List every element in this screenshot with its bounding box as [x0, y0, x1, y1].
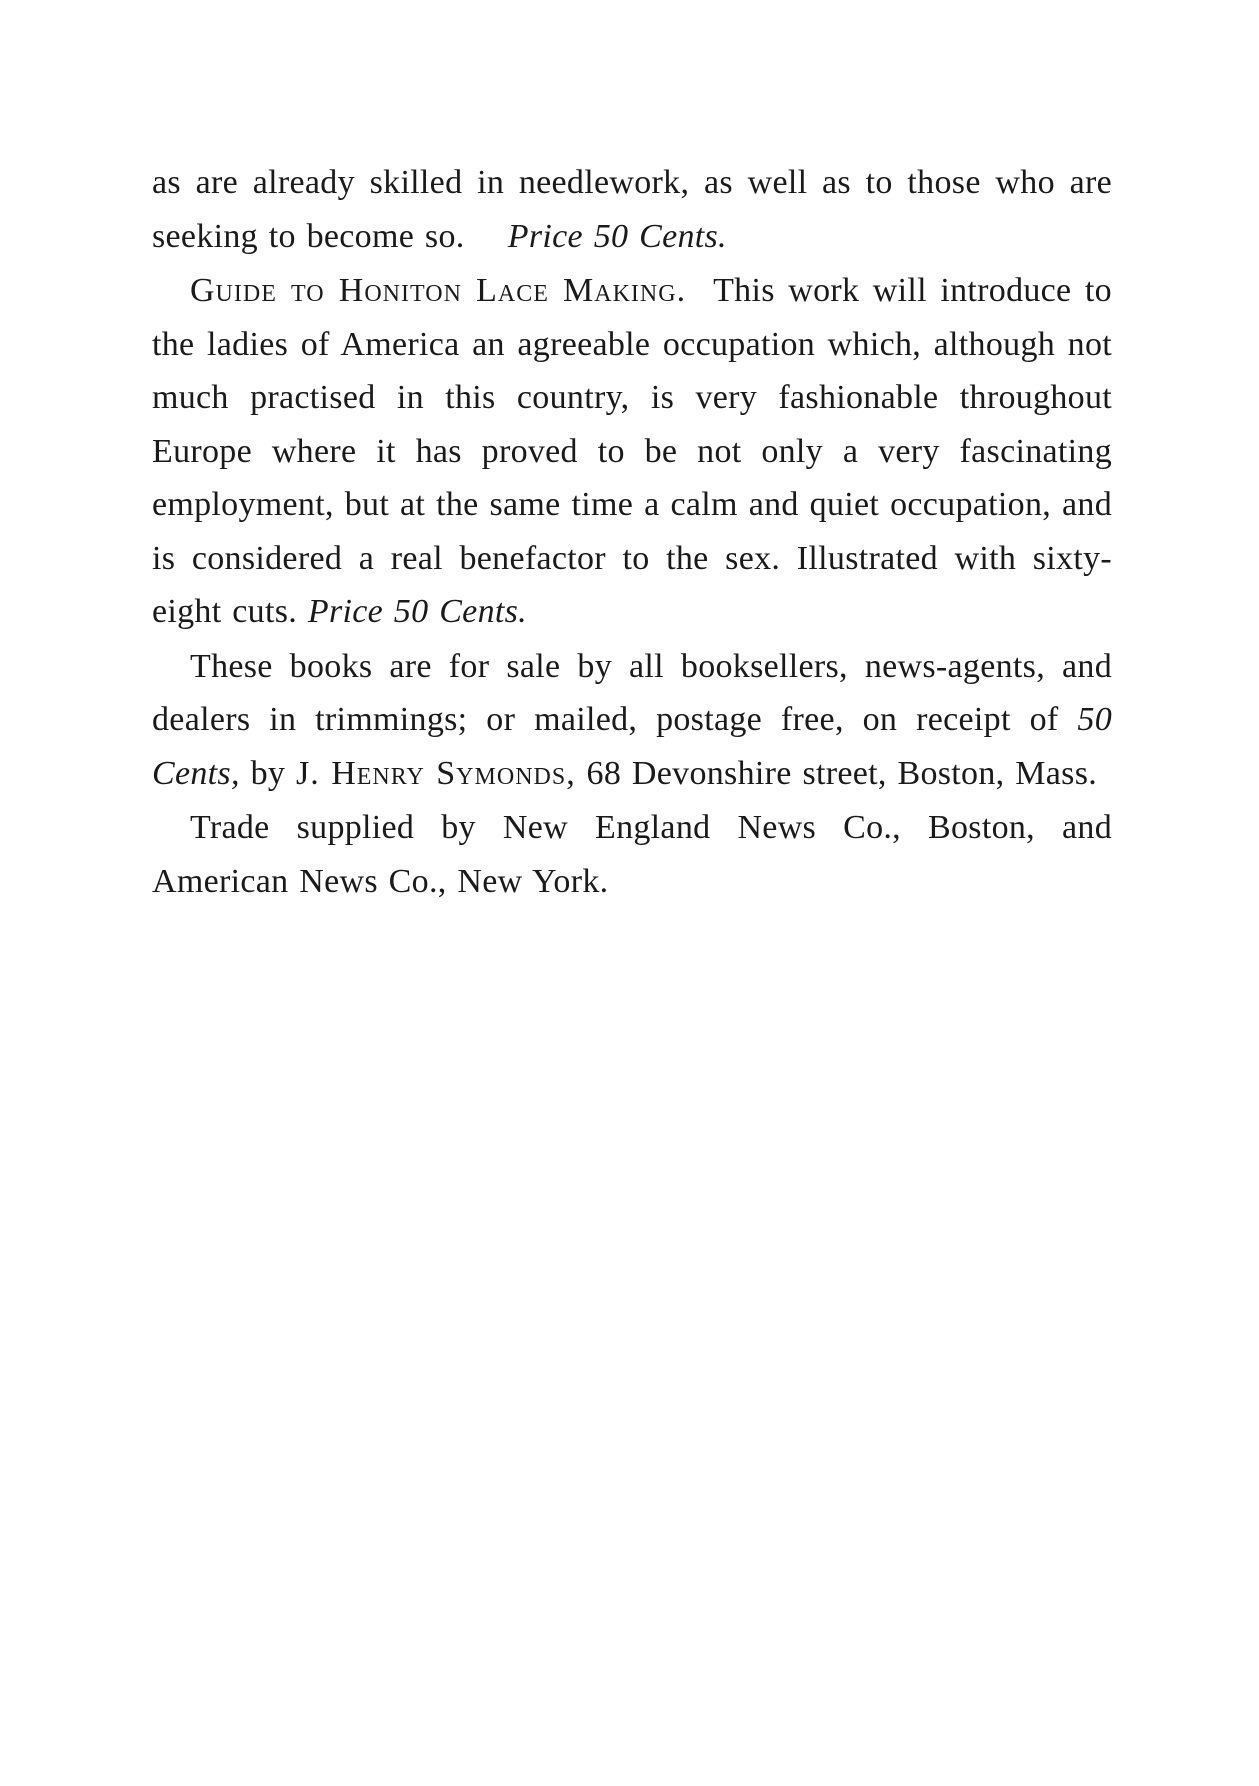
- paragraph-trade-supply: [152, 801, 1112, 908]
- needlework-price: Price 50 Cents.: [507, 217, 727, 255]
- honiton-lace-text: This work will introduce to the ladies of America an agreeable occupation which, although not much practised in this country, is very fashionable throughout Europe where it has proved to be not only a very fascinating employment, but at the same time a calm and quiet occupation, and is considered a real benefactor to the sex. Illustrated with sixty-eight cuts.: [152, 272, 1112, 630]
- needlework-text: as are already skilled in needlework, as well as to those who are seeking to become so.: [152, 164, 1112, 255]
- honiton-lace-price: Price 50 Cents.: [307, 593, 527, 630]
- sale-info-price: 50 Cents,: [152, 701, 1112, 792]
- publisher-address: 68 Devonshire street, Boston, Mass.: [586, 754, 1098, 792]
- publisher-name: J. Henry Symonds,: [295, 754, 576, 792]
- sale-info-text: These books are for sale by all booksellers, news-agents, and dealers in trimmings; or mailed, postage free, on receipt of: [152, 647, 1112, 738]
- paragraph-needlework-continuation: [152, 156, 1112, 263]
- trade-supply-text: Trade supplied by New England News Co., Boston, and American News Co., New York.: [152, 809, 1112, 900]
- sale-info-by: by: [250, 754, 286, 792]
- paragraph-honiton-lace: [152, 264, 1112, 639]
- honiton-lace-title: Guide to Honiton Lace Making.: [190, 272, 687, 309]
- paragraph-sale-info: [152, 640, 1112, 801]
- advertisement-text: [152, 156, 1112, 909]
